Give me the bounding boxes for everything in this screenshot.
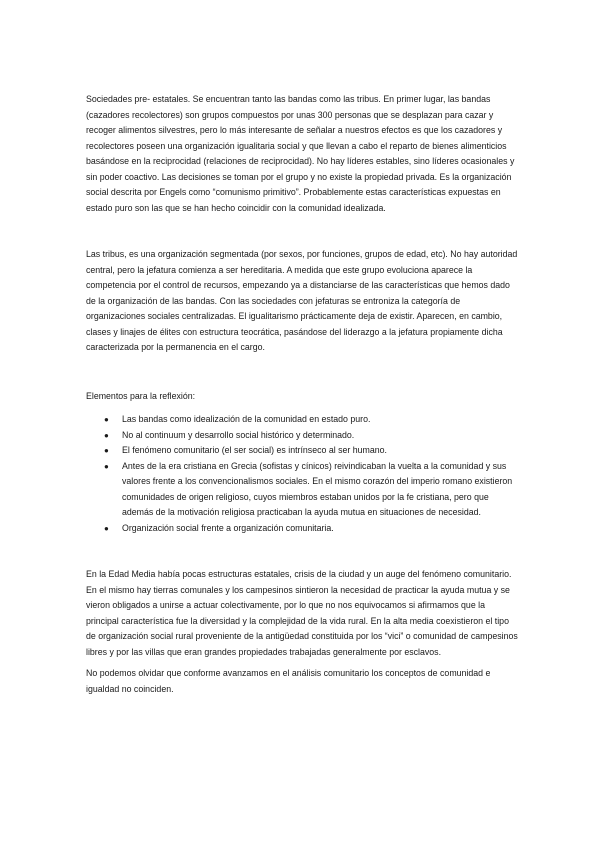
bullet-icon: ● <box>104 415 109 424</box>
list-item <box>86 412 518 428</box>
list-item-text: No al continuum y desarrollo social histórico y determinado. <box>122 429 355 440</box>
list-item-text: El fenómeno comunitario (el ser social) es intrínseco al ser humano. <box>122 445 388 455</box>
paragraph-middle-ages: En la Edad Media había pocas estructuras estatales, crisis de la ciudad y un auge del fenómeno comunitario. En el mismo hay tierras comunales y los campesinos sintieron la necesidad de practicar la ayuda mutua y se vieron obligados a unirse a actuar colectivamente, por lo que no nos equivocamos si afirmamos que la principal característica fue la diversidad y la complejidad de la vida rural. En la alta media coexistieron el tipo de organización social rural proveniente de la antigüedad constituida por los “vici” o comunidad de campesinos libres y por las villas que eran grandes propiedades trabajadas generalmente por esclavos. <box>86 569 518 657</box>
paragraph-pre-state-societies: Sociedades pre- estatales. Se encuentran tanto las bandas como las tribus. En primer lugar, las bandas (cazadores recolectores) son grupos compuestos por unas 300 personas que se desplazan para cazar y recoger alimentos silvestres, pero lo más interesante de señalar a nuestros efectos es que los cazadores y recolectores poseen una organización igualitaria social y que llevan a cabo el reparto de bienes alimenticios basándose en la reciprocidad (relaciones de reciprocidad). No hay líderes estables, sino líderes ocasionales y sin poder coactivo. Las decisiones se toman por el grupo y no existe la propiedad privada. Es la organización social descrita por Engels como “comunismo primitivo”. Probablemente estas características expuestas en estado puro son las que se han hecho coincidir con la comunidad idealizada. <box>86 94 515 213</box>
bullet-icon: ● <box>104 446 109 455</box>
list-item <box>86 459 518 521</box>
bullet-icon: ● <box>104 523 109 533</box>
paragraph-conclusion: No podemos olvidar que conforme avanzamos en el análisis comunitario los conceptos de comunidad e igualdad no coinciden. <box>86 668 491 694</box>
reflection-heading: Elementos para la reflexión: <box>86 390 196 401</box>
list-item <box>86 443 518 459</box>
list-item-text: Las bandas como idealización de la comunidad en estado puro. <box>122 414 371 424</box>
document-page <box>86 92 518 697</box>
list-item <box>86 521 518 537</box>
paragraph-tribes: Las tribus, es una organización segmentada (por sexos, por funciones, grupos de edad, etc). No hay autoridad central, pero la jefatura comienza a ser hereditaria. A medida que este grupo evoluciona aparece la competencia por el control de recursos, empezando ya a distanciarse de las características que hemos dado de la organización de las bandas. Con las sociedades con jefaturas se entroniza la categoría de organizaciones sociales centralizadas. El igualitarismo prácticamente deja de existir. Aparecen, en cambio, clases y linajes de élites con estructura teocrática, pasándose del liderazgo a la jefatura propiamente dicha caracterizada por la permanencia en el cargo. <box>86 249 518 352</box>
list-item-text: Organización social frente a organización comunitaria. <box>122 522 334 533</box>
list-item <box>86 428 518 444</box>
bullet-icon: ● <box>104 461 109 471</box>
bullet-icon: ● <box>104 430 109 440</box>
reflection-list <box>86 412 518 536</box>
list-item-text: Antes de la era cristiana en Grecia (sofistas y cínicos) reivindicaban la vuelta a la comunidad y sus valores frente a los convencionalismos sociales. En el mismo corazón del imperio romano existieron comunidades de origen religioso, cuyos miembros estaban unidos por la fe cristiana, pero que además de la motivación religiosa practicaban la ayuda mutua en situaciones de necesidad. <box>122 460 513 517</box>
